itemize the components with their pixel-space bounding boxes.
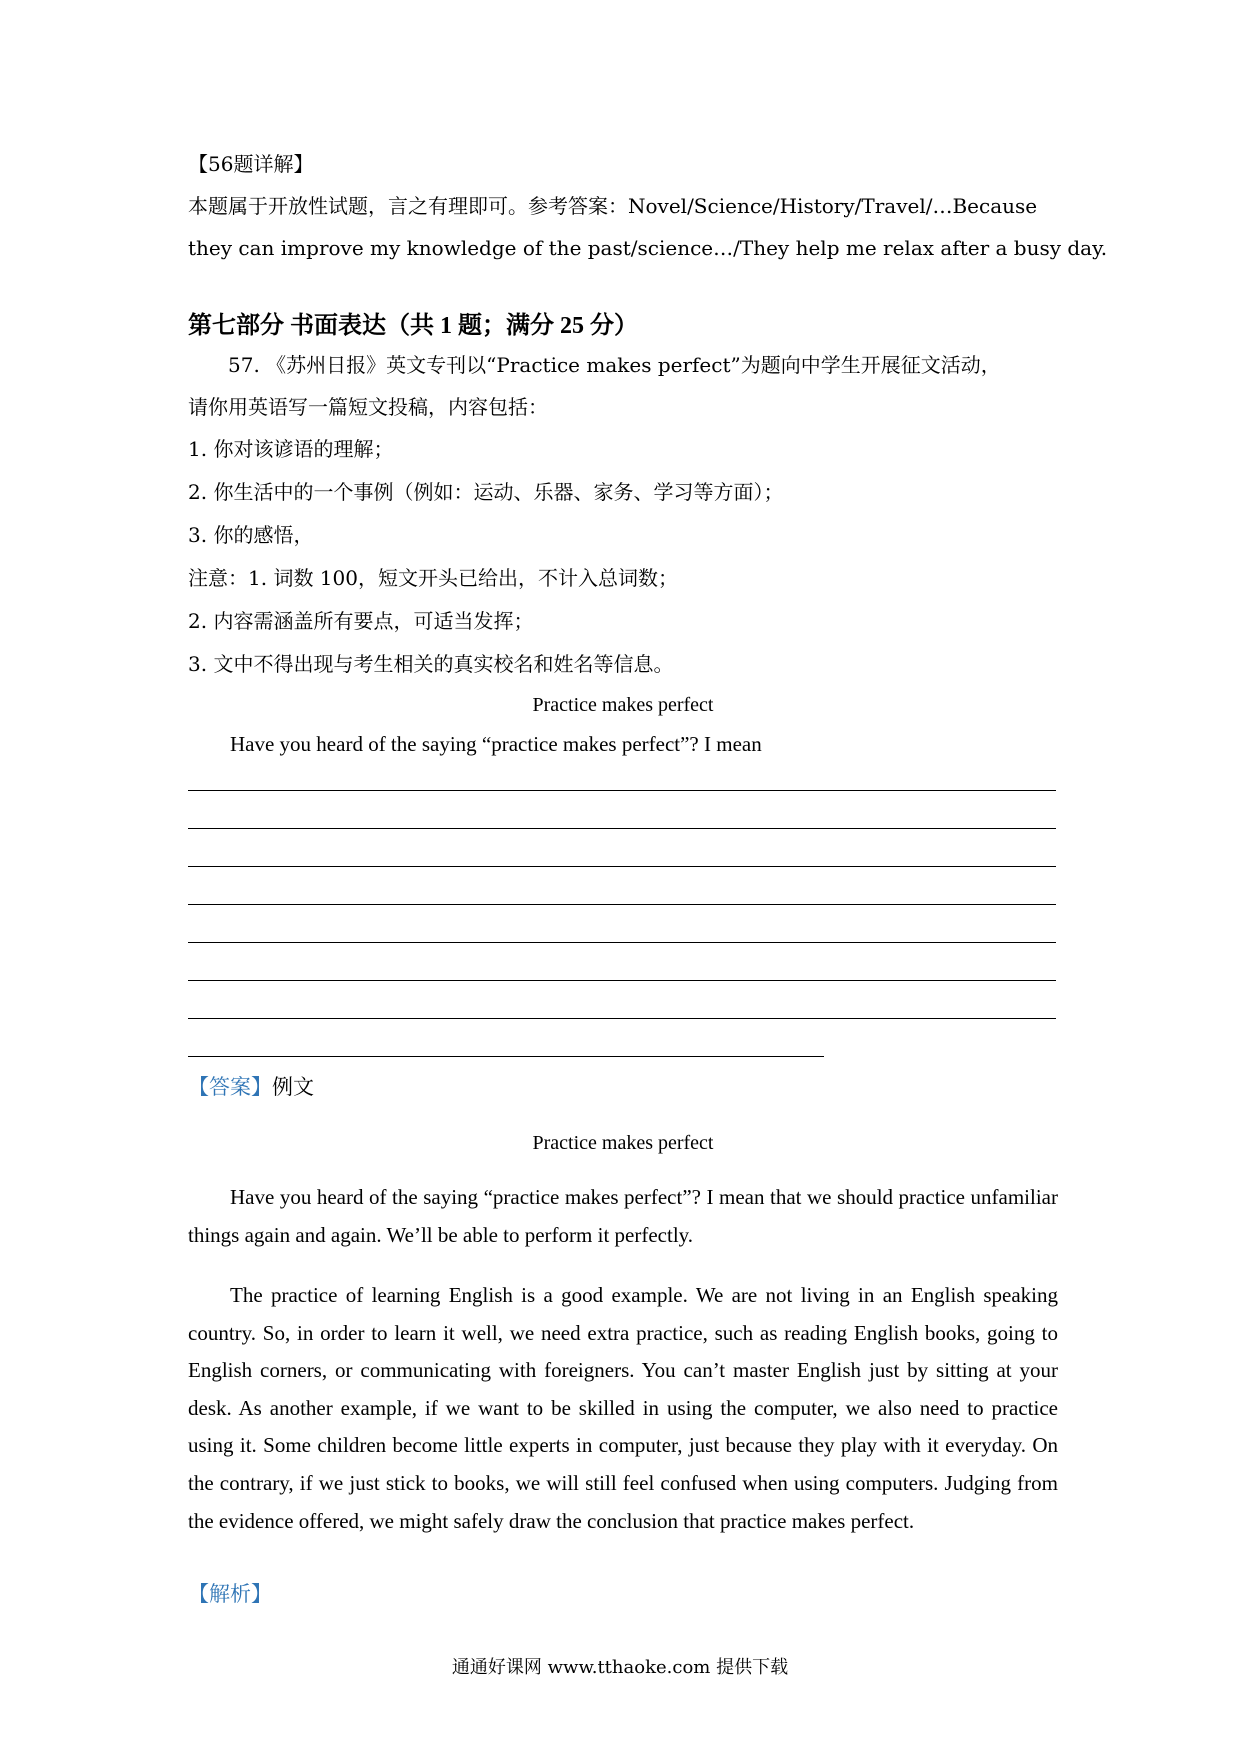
q57-essay-title: Practice makes perfect [532,694,714,716]
q57-essay-opening: Have you heard of the saying “practice makes perfect”? I mean [230,732,762,756]
sample-essay-paragraph-2 [188,1277,1058,1540]
writing-line [188,866,1056,867]
q57-prompt-line-1: 57. 《苏州日报》英文专刊以“Practice makes perfect”为题向中学生开展征文活动， [228,353,1001,377]
q57-note-2: 2. 内容需涵盖所有要点，可适当发挥； [188,609,534,633]
writing-line [188,790,1056,791]
sample-essay-title: Practice makes perfect [532,1132,714,1154]
answer-heading [188,1073,314,1101]
q56-answer-line-1: 本题属于开放性试题，言之有理即可。参考答案：Novel/Science/History/Travel/…Because [188,194,1038,218]
q57-requirement-3: 3. 你的感悟， [188,523,314,547]
answer-label: 【答案】 [188,1075,272,1099]
essay-paragraph-text: The practice of learning English is a good example. We are not living in an English speaking country. So, in order to learn it well, we need extra practice, such as reading English books, going to English corners, or communicating with foreigners. You can’t master English just by sitting at your desk. As another example, if we want to be skilled in using the computer, we also need to practice using it. Some children become little experts in computer, just because they play with it everyday. On the contrary, if we just stick to books, we will still feel confused when using computers. Judging from the evidence offered, we might safely draw the conclusion that practice makes perfect. [188,1283,1058,1533]
writing-line [188,980,1056,981]
analysis-label: 【解析】 [188,1582,272,1606]
sample-essay-paragraph-1 [188,1179,1058,1254]
writing-line-short [188,1056,824,1057]
q56-answer-line-2: they can improve my knowledge of the past/science…/They help me relax after a busy day. [188,236,1108,260]
essay-paragraph-text: Have you heard of the saying “practice makes perfect”? I mean that we should practice unfamiliar things again and again. We’ll be able to perform it perfectly. [188,1185,1058,1247]
q57-prompt-line-2: 请你用英语写一篇短文投稿，内容包括： [188,395,548,419]
writing-line [188,904,1056,905]
q57-requirement-2: 2. 你生活中的一个事例（例如：运动、乐器、家务、学习等方面）； [188,480,784,504]
answer-label-suffix: 例文 [272,1075,314,1099]
writing-line [188,942,1056,943]
writing-line [188,828,1056,829]
q57-note-1: 注意：1. 词数 100，短文开头已给出，不计入总词数； [188,566,678,590]
q56-heading: 【56题详解】 [188,152,314,176]
section-7-title: 第七部分 书面表达（共 1 题；满分 25 分） [188,313,638,339]
page-footer: 通通好课网 www.tthaoke.com 提供下载 [451,1657,789,1678]
writing-line [188,1018,1056,1019]
q57-note-3: 3. 文中不得出现与考生相关的真实校名和姓名等信息。 [188,652,674,676]
q57-requirement-1: 1. 你对该谚语的理解； [188,437,394,461]
